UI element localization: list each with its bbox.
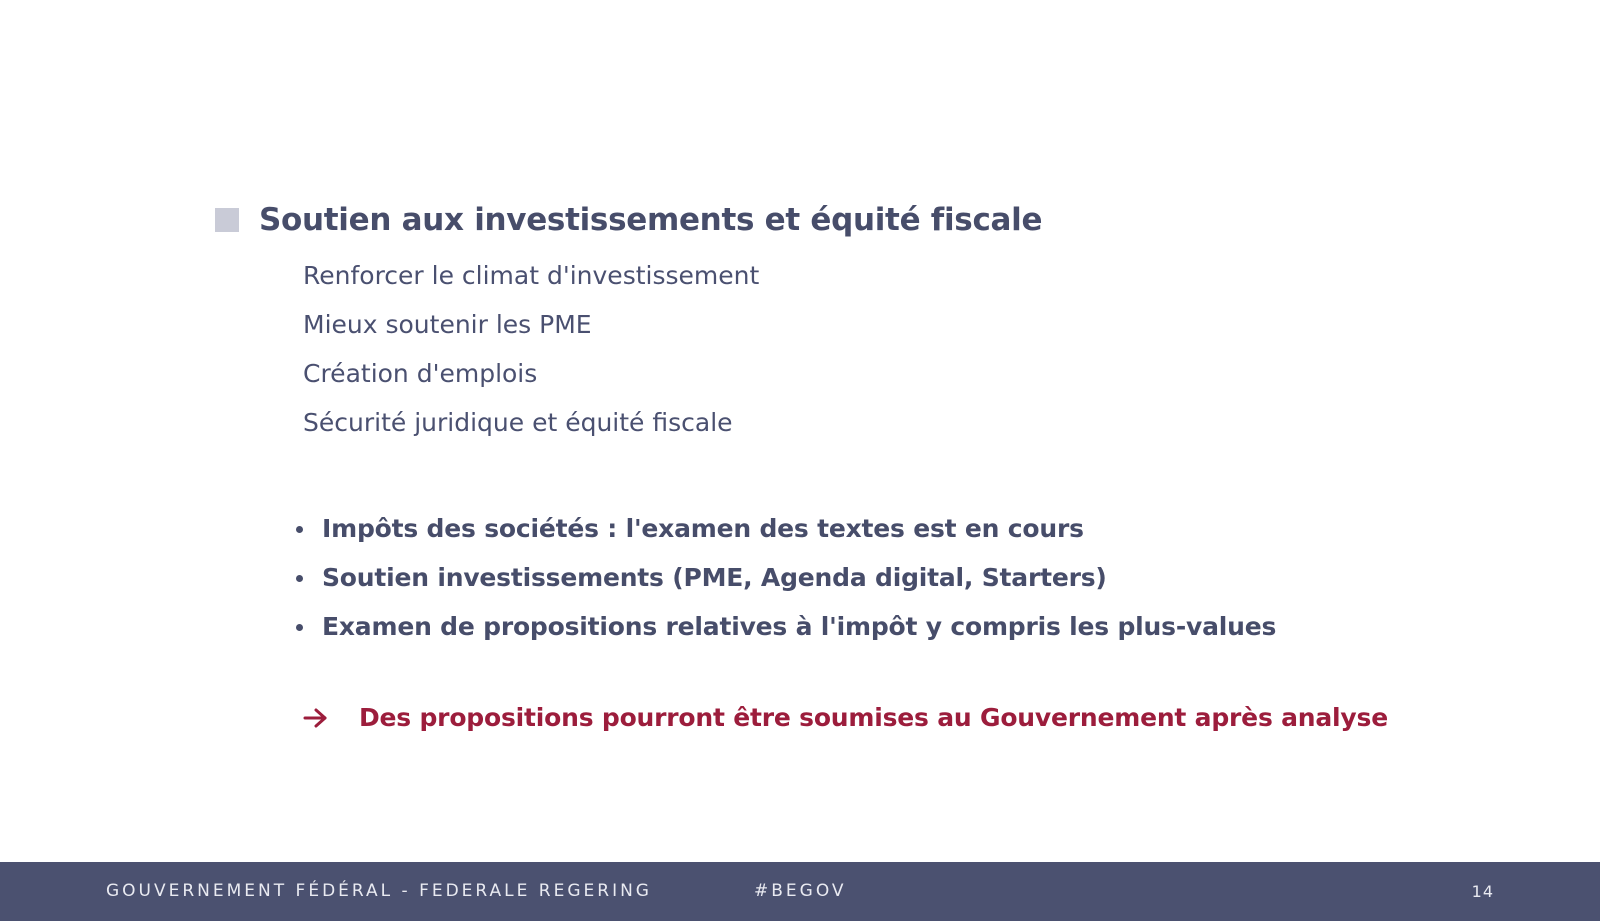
section-heading-row [215, 202, 1042, 238]
bullet-text: Soutien investissements (PME, Agenda digital, Starters) [322, 562, 1107, 592]
bullet-text: Impôts des sociétés : l'examen des textes est en cours [322, 513, 1084, 543]
bullet-text: Examen de propositions relatives à l'impôt y compris les plus-values [322, 611, 1277, 641]
sub-item-list [303, 258, 759, 454]
footer-bar [0, 862, 1600, 921]
bullet-dot-icon [296, 526, 303, 533]
conclusion-text: Des propositions pourront être soumises au Gouvernement après analyse [359, 703, 1388, 732]
sub-item: Sécurité juridique et équité fiscale [303, 408, 733, 437]
section-heading: Soutien aux investissements et équité fiscale [259, 202, 1043, 238]
sub-item: Renforcer le climat d'investissement [303, 261, 760, 290]
sub-item: Création d'emplois [303, 359, 538, 388]
sub-item: Mieux soutenir les PME [303, 310, 592, 339]
conclusion-row [303, 700, 1388, 736]
footer-government-label: GOUVERNEMENT FÉDÉRAL - FEDERALE REGERING [106, 881, 652, 901]
bullet-dot-icon [296, 624, 303, 631]
page-number: 14 [1471, 882, 1494, 901]
arrow-right-icon [303, 706, 329, 730]
bullet-item [296, 602, 1276, 651]
bullet-list [296, 504, 1276, 651]
square-bullet-icon [215, 208, 239, 232]
bullet-item [296, 553, 1276, 602]
footer-hashtag: #BEGOV [754, 881, 847, 901]
bullet-item [296, 504, 1276, 553]
bullet-dot-icon [296, 575, 303, 582]
